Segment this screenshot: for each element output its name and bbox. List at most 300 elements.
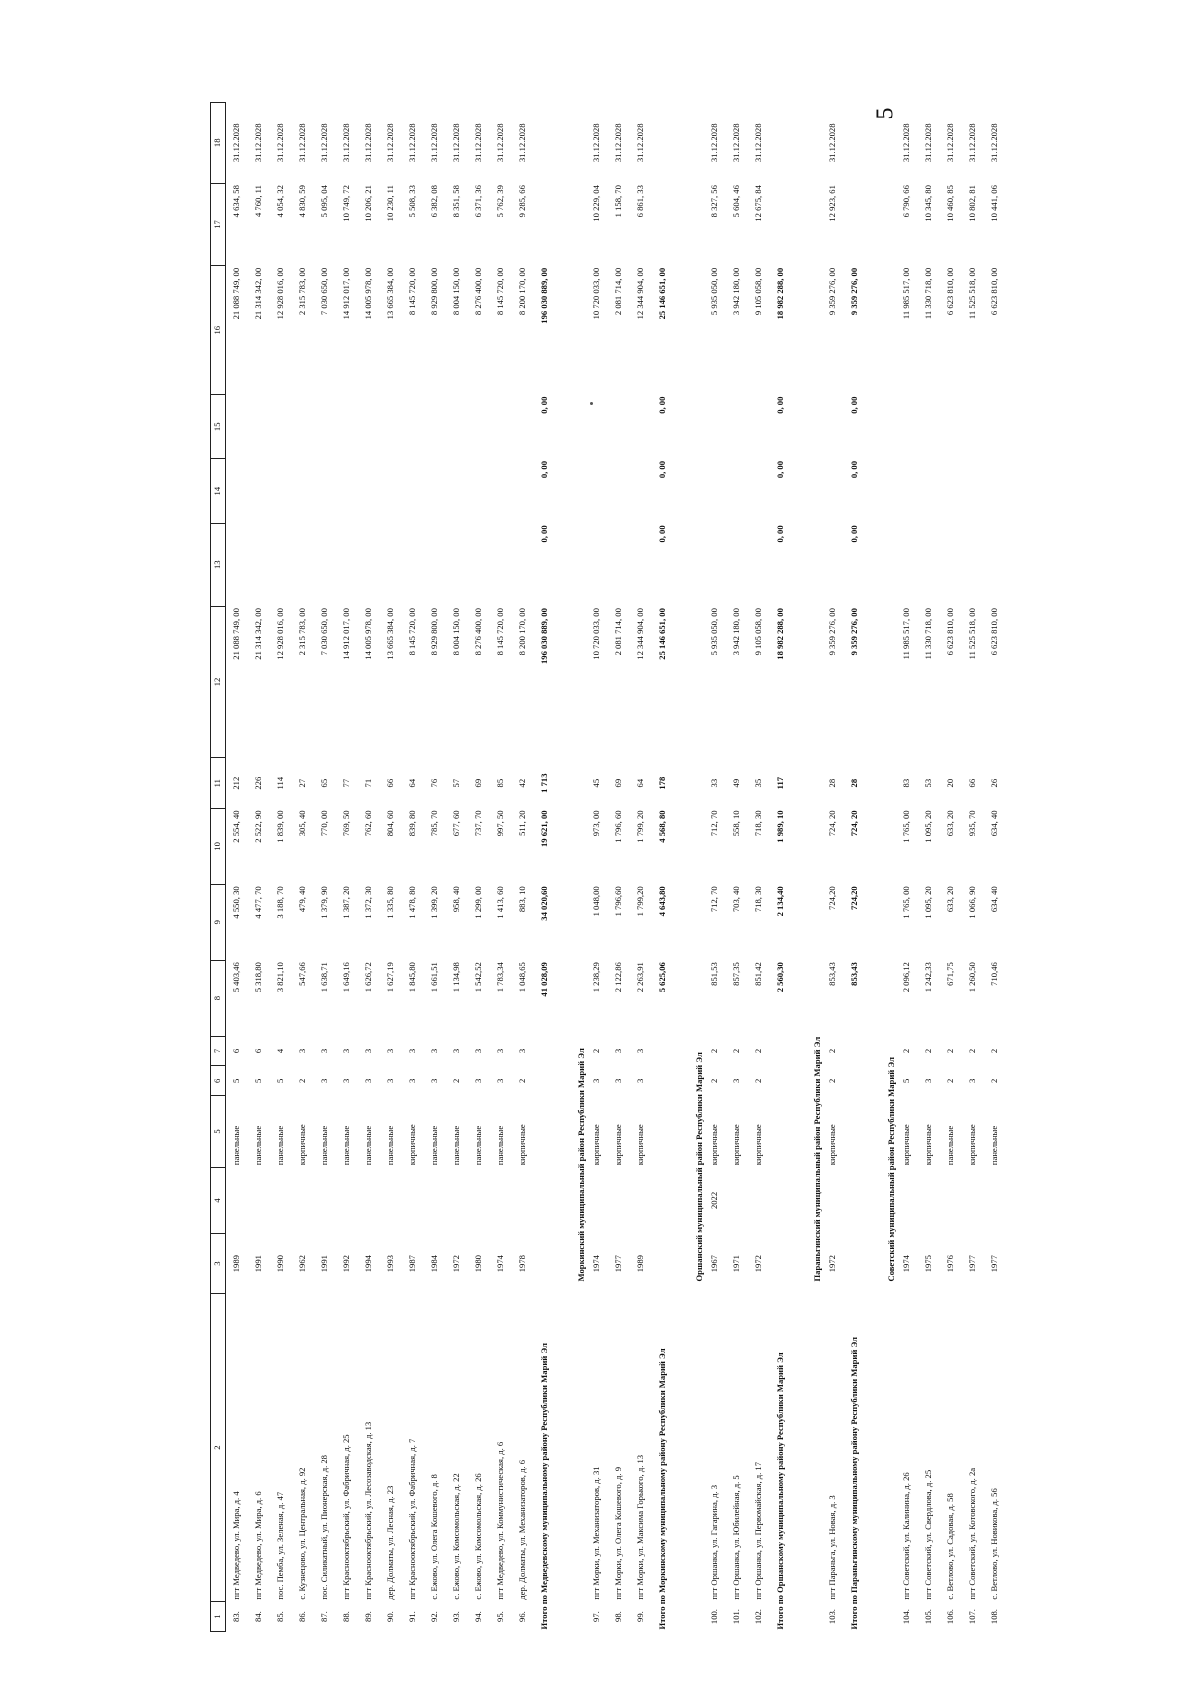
cell-col-12: 21 088 749, 00 xyxy=(231,608,242,660)
total-cell-col-11: 117 xyxy=(775,776,786,790)
total-cell-col-14: 0, 00 xyxy=(657,460,668,479)
cell-col-9: 1 796,60 xyxy=(613,886,624,917)
cell-col-15 xyxy=(248,395,270,459)
total-cell-col-13: 0, 00 xyxy=(849,525,860,543)
table-row xyxy=(446,103,468,1632)
cell-col-2: с. Ежово, ул. Олега Кошевого, д. 8 xyxy=(429,1474,440,1600)
cell-col-3: 1990 xyxy=(275,1255,286,1273)
cell-col-15 xyxy=(512,395,534,459)
cell-col-10: 718, 30 xyxy=(753,810,764,837)
cell-col-2: пгт Морки, ул. Механизаторов, д. 31 xyxy=(591,1466,602,1600)
total-cell-col-14: 0, 00 xyxy=(849,460,860,479)
cell-col-14 xyxy=(402,459,424,523)
cell-col-10: 724, 20 xyxy=(827,810,838,837)
cell-col-8: 5 403,46 xyxy=(231,962,242,993)
cell-col-17: 5 762, 39 xyxy=(495,185,506,218)
column-header-5: 5 xyxy=(211,1096,226,1167)
table-row xyxy=(512,103,534,1632)
cell-col-10: 737, 70 xyxy=(473,810,484,837)
cell-col-17: 8 327, 56 xyxy=(709,185,720,218)
cell-col-4 xyxy=(292,1167,314,1234)
cell-col-15 xyxy=(468,395,490,459)
cell-col-11: 71 xyxy=(363,778,374,788)
cell-col-6: 3 xyxy=(385,1078,396,1084)
cell-col-4 xyxy=(962,1167,984,1234)
cell-col-4 xyxy=(226,1167,249,1234)
cell-col-14 xyxy=(984,459,1006,523)
column-header-6: 6 xyxy=(211,1066,226,1096)
cell-col-6: 2 xyxy=(827,1078,838,1084)
cell-col-14 xyxy=(226,459,249,523)
cell-col-1: 95. xyxy=(495,1611,506,1622)
total-cell-col-15: 0, 00 xyxy=(539,396,550,414)
cell-col-8: 1 649,16 xyxy=(341,962,352,993)
cell-col-11: 85 xyxy=(495,778,506,788)
cell-col-14 xyxy=(726,459,748,523)
cell-col-11: 77 xyxy=(341,778,352,788)
total-cell-col-10: 4 568, 80 xyxy=(657,810,668,843)
cell-col-17: 10 460, 85 xyxy=(945,185,956,222)
column-header-14: 14 xyxy=(211,459,226,523)
cell-col-4 xyxy=(822,1167,844,1234)
column-header-9: 9 xyxy=(211,884,226,960)
district-section-title: Советский муниципальный район Республики Марий Эл xyxy=(885,1057,896,1282)
cell-col-7: 2 xyxy=(709,1048,720,1054)
cell-col-13 xyxy=(512,523,534,606)
cell-col-7: 2 xyxy=(989,1048,1000,1054)
total-cell-col-16: 18 982 288, 00 xyxy=(775,267,786,320)
cell-col-12: 9 105 058, 00 xyxy=(753,608,764,656)
cell-col-3: 1974 xyxy=(495,1255,506,1273)
cell-col-4 xyxy=(358,1167,380,1234)
cell-col-12: 12 344 904, 00 xyxy=(635,608,646,660)
cell-col-18: 31.12.2028 xyxy=(591,123,602,163)
total-cell-col-12: 18 982 288, 00 xyxy=(775,608,786,660)
cell-col-4 xyxy=(608,1167,630,1234)
cell-col-14 xyxy=(822,459,844,523)
district-section-row xyxy=(792,103,822,1632)
cell-col-16: 8 145 720, 00 xyxy=(407,267,418,316)
total-cell-col-16: 25 146 651, 00 xyxy=(657,267,668,320)
cell-col-9: 1 799,20 xyxy=(635,886,646,917)
cell-col-8: 547,66 xyxy=(297,962,308,986)
cell-col-17: 10 229, 04 xyxy=(591,185,602,222)
cell-col-17: 9 285, 66 xyxy=(517,185,528,218)
cell-col-15 xyxy=(726,395,748,459)
cell-col-1: 102. xyxy=(753,1609,764,1625)
cell-col-12: 2 315 783, 00 xyxy=(297,608,308,656)
cell-col-8: 851,53 xyxy=(709,962,720,986)
cell-col-15 xyxy=(336,395,358,459)
cell-col-18: 31.12.2028 xyxy=(989,123,1000,163)
column-header-8: 8 xyxy=(211,960,226,1036)
column-header-17: 17 xyxy=(211,183,226,266)
table-row xyxy=(896,103,918,1632)
cell-col-5: кирпичные xyxy=(901,1124,912,1166)
cell-col-8: 853,43 xyxy=(827,962,838,986)
cell-col-10: 935, 70 xyxy=(967,810,978,837)
cell-col-9: 703, 40 xyxy=(731,886,742,913)
total-cell-col-9: 724,20 xyxy=(849,886,860,910)
cell-col-2: пгт Морки, ул. Максима Горького, д. 13 xyxy=(635,1454,646,1600)
cell-col-13 xyxy=(896,523,918,606)
total-cell-col-18 xyxy=(770,103,792,184)
total-cell-col-14: 0, 00 xyxy=(539,460,550,479)
cell-col-18: 31.12.2028 xyxy=(253,123,264,163)
cell-col-5: панельные xyxy=(275,1125,286,1166)
cell-col-10: 634, 40 xyxy=(989,810,1000,837)
cell-col-1: 84. xyxy=(253,1611,264,1622)
total-cell-col-13: 0, 00 xyxy=(657,525,668,543)
district-total-row xyxy=(652,103,674,1632)
cell-col-12: 11 985 517, 00 xyxy=(901,608,912,660)
cell-col-1: 97. xyxy=(591,1611,602,1622)
column-header-2: 2 xyxy=(211,1294,226,1602)
cell-col-17: 6 790, 66 xyxy=(901,185,912,218)
cell-col-16: 6 623 810, 00 xyxy=(989,267,1000,316)
cell-col-7: 2 xyxy=(753,1048,764,1054)
column-header-12: 12 xyxy=(211,606,226,758)
cell-col-11: 66 xyxy=(385,778,396,788)
rotated-table-wrapper xyxy=(210,102,1110,1632)
total-label: Итого по Медведевскому муниципальному району Республики Марий Эл xyxy=(539,1343,550,1630)
district-section-row xyxy=(674,103,704,1632)
cell-col-16: 11 985 517, 00 xyxy=(901,267,912,320)
cell-col-9: 1 048,00 xyxy=(591,886,602,917)
cell-col-18: 31.12.2028 xyxy=(709,123,720,163)
total-label: Итого по Оршанскому муниципальному району Республики Марий Эл xyxy=(775,1352,786,1630)
cell-col-1: 101. xyxy=(731,1609,742,1625)
cell-col-7: 3 xyxy=(635,1048,646,1054)
cell-col-13 xyxy=(704,523,726,606)
total-cell-col-17 xyxy=(534,183,556,266)
cell-col-15 xyxy=(402,395,424,459)
cell-col-18: 31.12.2028 xyxy=(495,123,506,163)
cell-col-15 xyxy=(270,395,292,459)
cell-col-17: 10 230, 11 xyxy=(385,185,396,222)
cell-col-6: 3 xyxy=(967,1078,978,1084)
cell-col-14 xyxy=(704,459,726,523)
cell-col-3: 1989 xyxy=(635,1255,646,1273)
cell-col-6: 3 xyxy=(635,1078,646,1084)
cell-col-13 xyxy=(918,523,940,606)
cell-col-11: 33 xyxy=(709,778,720,788)
cell-col-10: 804, 60 xyxy=(385,810,396,837)
cell-col-7: 2 xyxy=(591,1048,602,1054)
column-header-10: 10 xyxy=(211,808,226,884)
column-header-16: 16 xyxy=(211,266,226,395)
total-cell-col-11: 28 xyxy=(849,778,860,788)
cell-col-14 xyxy=(918,459,940,523)
cell-col-13 xyxy=(586,523,608,606)
cell-col-1: 100. xyxy=(709,1609,720,1625)
cell-col-3: 1977 xyxy=(613,1255,624,1273)
cell-col-9: 1 379, 90 xyxy=(319,886,330,919)
total-cell-col-9: 34 020,60 xyxy=(539,886,550,921)
cell-col-8: 1 542,52 xyxy=(473,962,484,993)
cell-col-11: 42 xyxy=(517,778,528,788)
total-cell-col-18 xyxy=(844,103,866,184)
cell-col-8: 671,75 xyxy=(945,962,956,986)
cell-col-16: 10 720 033, 00 xyxy=(591,267,602,320)
total-cell-col-10: 19 621, 00 xyxy=(539,810,550,847)
cell-col-15 xyxy=(608,395,630,459)
cell-col-3: 1962 xyxy=(297,1255,308,1273)
cell-col-15 xyxy=(380,395,402,459)
cell-col-6: 2 xyxy=(945,1078,956,1084)
cell-col-6: 5 xyxy=(231,1078,242,1084)
cell-col-14 xyxy=(608,459,630,523)
cell-col-2: пгт Медведево, ул. Коммунистическая, д. 6 xyxy=(495,1441,506,1600)
cell-col-7: 3 xyxy=(613,1048,624,1054)
cell-col-5: кирпичные xyxy=(517,1124,528,1166)
cell-col-6: 5 xyxy=(253,1078,264,1084)
column-header-1: 1 xyxy=(211,1602,226,1632)
cell-col-8: 1 638,71 xyxy=(319,962,330,993)
table-row xyxy=(248,103,270,1632)
cell-col-15 xyxy=(630,395,652,459)
cell-col-13 xyxy=(358,523,380,606)
total-cell-col-12: 9 359 276, 00 xyxy=(849,608,860,656)
cell-col-15 xyxy=(748,395,770,459)
cell-col-14 xyxy=(468,459,490,523)
cell-col-15 xyxy=(984,395,1006,459)
cell-col-1: 93. xyxy=(451,1611,462,1622)
cell-col-9: 718, 30 xyxy=(753,886,764,913)
cell-col-6: 2 xyxy=(989,1078,1000,1084)
cell-col-7: 3 xyxy=(341,1048,352,1054)
cell-col-2: пгт Краснооктябрьский, ул. Фабричная, д. 25 xyxy=(341,1434,352,1600)
cell-col-10: 1 839, 00 xyxy=(275,810,286,843)
cell-col-13 xyxy=(962,523,984,606)
cell-col-13 xyxy=(402,523,424,606)
cell-col-5: кирпичные xyxy=(967,1124,978,1166)
table-row xyxy=(608,103,630,1632)
table-row xyxy=(940,103,962,1632)
cell-col-5: кирпичные xyxy=(923,1124,934,1166)
cell-col-16: 12 344 904, 00 xyxy=(635,267,646,320)
cell-col-13 xyxy=(248,523,270,606)
table-row xyxy=(586,103,608,1632)
cell-col-10: 677, 60 xyxy=(451,810,462,837)
total-cell-col-8: 853,43 xyxy=(849,962,860,986)
cell-col-1: 108. xyxy=(989,1609,1000,1625)
cell-col-1: 89. xyxy=(363,1611,374,1622)
cell-col-17: 6 382, 08 xyxy=(429,185,440,218)
cell-col-7: 2 xyxy=(827,1048,838,1054)
district-section-title: Параньгинский муниципальный район Республики Марий Эл xyxy=(811,1036,822,1282)
cell-col-13 xyxy=(292,523,314,606)
cell-col-11: 64 xyxy=(635,778,646,788)
total-cell-col-15: 0, 00 xyxy=(775,396,786,414)
cell-col-17: 10 206, 21 xyxy=(363,185,374,222)
cell-col-10: 633, 20 xyxy=(945,810,956,837)
page-number: 5 xyxy=(872,107,899,120)
cell-col-17: 4 760, 11 xyxy=(253,185,264,218)
total-cell-col-13: 0, 00 xyxy=(539,525,550,543)
cell-col-4 xyxy=(512,1167,534,1234)
cell-col-12: 21 314 342, 00 xyxy=(253,608,264,660)
district-section-row xyxy=(866,103,896,1632)
cell-col-4 xyxy=(248,1167,270,1234)
cell-col-11: 57 xyxy=(451,778,462,788)
cell-col-6: 3 xyxy=(473,1078,484,1084)
cell-col-11: 27 xyxy=(297,778,308,788)
cell-col-6: 3 xyxy=(923,1078,934,1084)
total-cell-col-11: 1 713 xyxy=(539,773,550,793)
cell-col-7: 3 xyxy=(297,1048,308,1054)
cell-col-2: с. Ежово, ул. Комсомольская, д. 22 xyxy=(451,1473,462,1600)
cell-col-3: 1992 xyxy=(341,1255,352,1273)
cell-col-10: 558, 10 xyxy=(731,810,742,837)
cell-col-5: кирпичные xyxy=(635,1124,646,1166)
cell-col-8: 710,46 xyxy=(989,962,1000,986)
cell-col-8: 2 263,91 xyxy=(635,962,646,993)
cell-col-4 xyxy=(586,1167,608,1234)
cell-col-3: 1984 xyxy=(429,1255,440,1273)
table-row xyxy=(704,103,726,1632)
cell-col-2: с. Ветлово, ул. Садовая, д. 58 xyxy=(945,1493,956,1600)
cell-col-15 xyxy=(940,395,962,459)
cell-col-10: 1 095, 20 xyxy=(923,810,934,843)
cell-col-7: 3 xyxy=(385,1048,396,1054)
cell-col-3: 1989 xyxy=(231,1255,242,1273)
housing-repair-table xyxy=(210,102,1006,1632)
cell-col-10: 2 522, 90 xyxy=(253,810,264,843)
total-cell-col-8: 5 625,06 xyxy=(657,962,668,993)
total-cell-col-15: 0, 00 xyxy=(657,396,668,414)
cell-col-17: 10 441, 06 xyxy=(989,185,1000,222)
cell-col-2: пгт Советский, ул. Свердлова, д. 25 xyxy=(923,1469,934,1600)
cell-col-12: 8 929 800, 00 xyxy=(429,608,440,656)
cell-col-8: 3 821,10 xyxy=(275,962,286,993)
cell-col-1: 96. xyxy=(517,1611,528,1622)
district-total-row xyxy=(844,103,866,1632)
cell-col-1: 94. xyxy=(473,1611,484,1622)
cell-col-16: 8 276 400, 00 xyxy=(473,267,484,316)
cell-col-16: 14 912 017, 00 xyxy=(341,267,352,320)
cell-col-2: пгт Советский, ул. Калинина, д. 26 xyxy=(901,1472,912,1600)
cell-col-3: 1967 xyxy=(709,1255,720,1273)
cell-col-13 xyxy=(336,523,358,606)
column-header-18: 18 xyxy=(211,103,226,184)
cell-col-14 xyxy=(896,459,918,523)
cell-col-14 xyxy=(424,459,446,523)
cell-col-9: 1 335, 80 xyxy=(385,886,396,919)
cell-col-12: 11 525 518, 00 xyxy=(967,608,978,660)
cell-col-11: 76 xyxy=(429,778,440,788)
cell-col-13 xyxy=(822,523,844,606)
cell-col-10: 2 554, 40 xyxy=(231,810,242,843)
cell-col-18: 31.12.2028 xyxy=(341,123,352,163)
table-row xyxy=(424,103,446,1632)
cell-col-7: 2 xyxy=(967,1048,978,1054)
total-cell-col-9: 4 643,80 xyxy=(657,886,668,917)
total-cell-col-10: 724, 20 xyxy=(849,810,860,837)
column-header-4: 4 xyxy=(211,1167,226,1234)
cell-col-9: 3 188, 70 xyxy=(275,886,286,919)
cell-col-5: панельные xyxy=(989,1125,1000,1166)
cell-col-9: 958, 40 xyxy=(451,886,462,913)
cell-col-9: 1 413, 60 xyxy=(495,886,506,919)
total-cell-col-12: 25 146 651, 00 xyxy=(657,608,668,660)
cell-col-5: кирпичные xyxy=(297,1124,308,1166)
cell-col-3: 1987 xyxy=(407,1255,418,1273)
cell-col-16: 8 004 150, 00 xyxy=(451,267,462,316)
cell-col-4 xyxy=(630,1167,652,1234)
cell-col-13 xyxy=(468,523,490,606)
cell-col-18: 31.12.2028 xyxy=(901,123,912,163)
cell-col-8: 1 134,98 xyxy=(451,962,462,993)
cell-col-13 xyxy=(446,523,468,606)
cell-col-16: 7 030 650, 00 xyxy=(319,267,330,316)
total-cell-col-18 xyxy=(652,103,674,184)
cell-col-7: 3 xyxy=(473,1048,484,1054)
cell-col-5: кирпичные xyxy=(591,1124,602,1166)
cell-col-5: кирпичные xyxy=(731,1124,742,1166)
cell-col-18: 31.12.2028 xyxy=(319,123,330,163)
cell-col-8: 2 122,86 xyxy=(613,962,624,993)
cell-col-1: 83. xyxy=(231,1611,242,1622)
cell-col-5: панельные xyxy=(341,1125,352,1166)
cell-col-8: 1 661,51 xyxy=(429,962,440,993)
cell-col-11: 114 xyxy=(275,776,286,790)
cell-col-12: 6 623 810, 00 xyxy=(989,608,1000,656)
cell-col-2: пгт Краснооктябрьский, ул. Фабричная, д. 7 xyxy=(407,1438,418,1600)
cell-col-8: 1 627,19 xyxy=(385,962,396,993)
cell-col-18: 31.12.2028 xyxy=(967,123,978,163)
cell-col-11: 65 xyxy=(319,778,330,788)
cell-col-15 xyxy=(704,395,726,459)
cell-col-6: 2 xyxy=(753,1078,764,1084)
cell-col-4 xyxy=(468,1167,490,1234)
table-row xyxy=(402,103,424,1632)
cell-col-2: с. Ветлово, ул. Новикова, д. 56 xyxy=(989,1488,1000,1600)
cell-col-17: 1 158, 70 xyxy=(613,185,624,218)
cell-col-16: 8 929 800, 00 xyxy=(429,267,440,316)
cell-col-18: 31.12.2028 xyxy=(827,123,838,163)
cell-col-16: 21 088 749, 00 xyxy=(231,267,242,320)
cell-col-18: 31.12.2028 xyxy=(613,123,624,163)
cell-col-14 xyxy=(940,459,962,523)
cell-col-11: 35 xyxy=(753,778,764,788)
cell-col-16: 13 665 384, 00 xyxy=(385,267,396,320)
cell-col-3: 1974 xyxy=(901,1255,912,1273)
column-header-11: 11 xyxy=(211,758,226,809)
cell-col-5: кирпичные xyxy=(709,1124,720,1166)
cell-col-12: 3 942 180, 00 xyxy=(731,608,742,656)
cell-col-14 xyxy=(380,459,402,523)
cell-col-10: 305, 40 xyxy=(297,810,308,837)
district-section-title: Оршанский муниципальный район Республики Марий Эл xyxy=(693,1052,704,1282)
cell-col-8: 1 626,72 xyxy=(363,962,374,993)
cell-col-7: 6 xyxy=(231,1048,242,1054)
cell-col-17: 6 861, 33 xyxy=(635,185,646,218)
total-label: Итого по Параньгинскому муниципальному району Республики Марий Эл xyxy=(849,1336,860,1630)
total-cell-col-15: 0, 00 xyxy=(849,396,860,414)
cell-col-7: 3 xyxy=(517,1048,528,1054)
cell-col-5: кирпичные xyxy=(827,1124,838,1166)
cell-col-14 xyxy=(512,459,534,523)
cell-col-10: 1 796, 60 xyxy=(613,810,624,843)
total-cell-col-11: 178 xyxy=(657,776,668,790)
table-row xyxy=(292,103,314,1632)
cell-col-11: 212 xyxy=(231,776,242,790)
cell-col-11: 226 xyxy=(253,776,264,790)
cell-col-8: 857,35 xyxy=(731,962,742,986)
cell-col-3: 1972 xyxy=(753,1255,764,1273)
cell-col-12: 2 081 714, 00 xyxy=(613,608,624,656)
